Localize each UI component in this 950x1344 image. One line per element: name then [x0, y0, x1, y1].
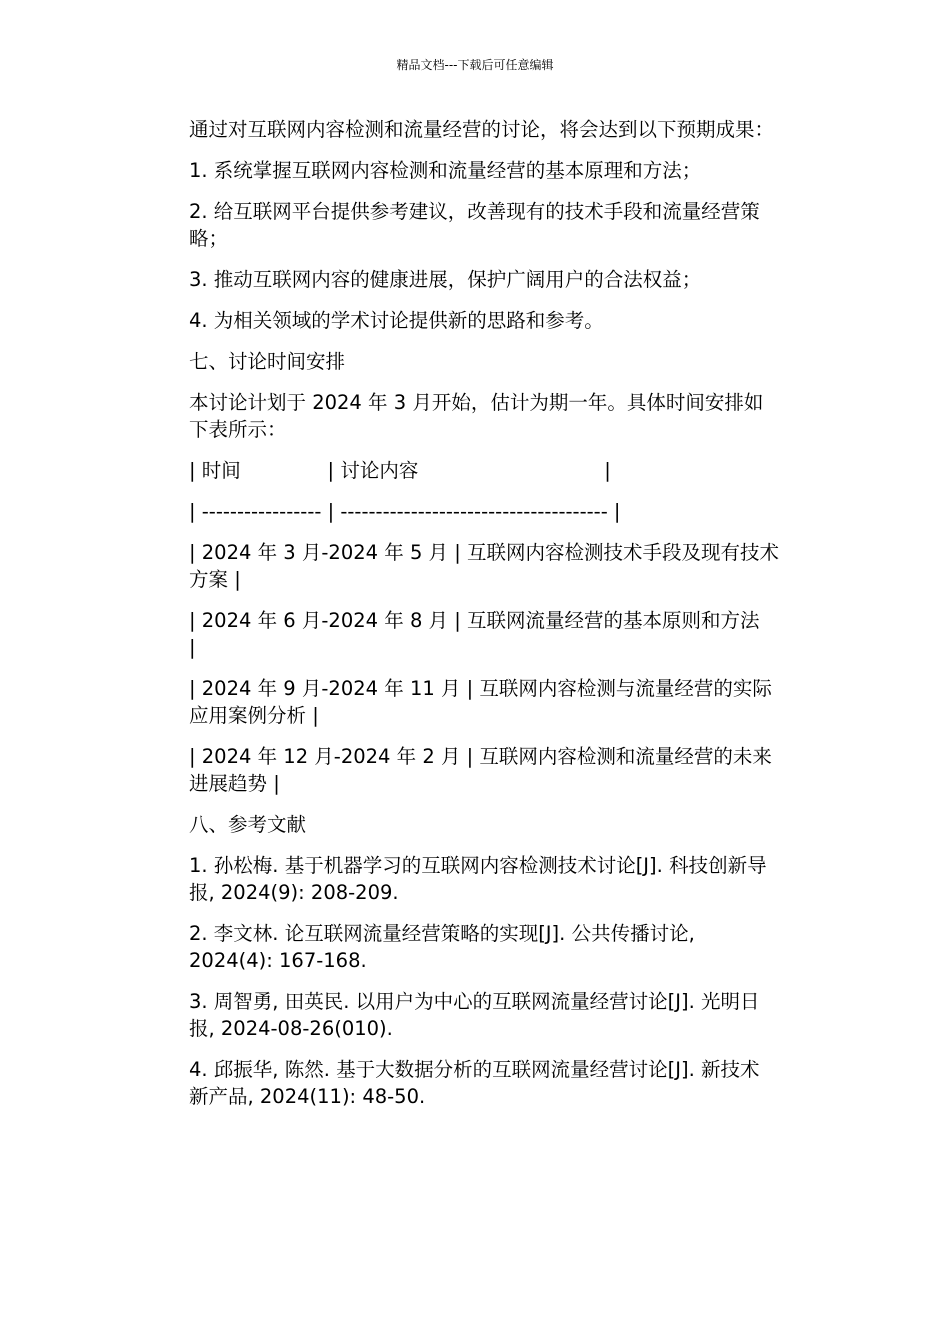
reference-item: 1. 孙松梅. 基于机器学习的互联网内容检测技术讨论[J]. 科技创新导 报, 2024(9): 208-209. — [189, 854, 767, 904]
table-separator-row: | ----------------- | -------------------------------------- | — [189, 500, 621, 523]
reference-item: 3. 周智勇, 田英民. 以用户为中心的互联网流量经营讨论[J]. 光明日 报, 2024-08-26(010). — [189, 990, 760, 1040]
section-heading-schedule: 七、讨论时间安排 — [189, 350, 346, 373]
page-header: 精品文档---下载后可任意编辑 — [396, 58, 554, 72]
table-row: | 2024 年 12 月-2024 年 2 月 | 互联网内容检测和流量经营的未来 进展趋势 | — [189, 745, 772, 795]
paragraph-result-2: 2. 给互联网平台提供参考建议，改善现有的技术手段和流量经营策 略； — [189, 200, 760, 250]
paragraph-result-1: 1. 系统掌握互联网内容检测和流量经营的基本原理和方法； — [189, 159, 702, 182]
section-heading-references: 八、参考文献 — [189, 813, 307, 836]
paragraph-expected-results-intro: 通过对互联网内容检测和流量经营的讨论，将会达到以下预期成果： — [189, 118, 775, 141]
table-row: | 2024 年 6 月-2024 年 8 月 | 互联网流量经营的基本原则和方法 | — [189, 609, 760, 659]
table-row: | 2024 年 3 月-2024 年 5 月 | 互联网内容检测技术手段及现有技术 方案 | — [189, 541, 780, 591]
document-body — [144, 116, 806, 1124]
table-header-row: | 时间 | 讨论内容 | — [189, 459, 611, 482]
reference-item: 4. 邱振华, 陈然. 基于大数据分析的互联网流量经营讨论[J]. 新技术 新产品, 2024(11): 48-50. — [189, 1058, 760, 1108]
paragraph-result-3: 3. 推动互联网内容的健康进展，保护广阔用户的合法权益； — [189, 268, 702, 291]
reference-item: 2. 李文林. 论互联网流量经营策略的实现[J]. 公共传播讨论, 2024(4): 167-168. — [189, 922, 695, 972]
table-row: | 2024 年 9 月-2024 年 11 月 | 互联网内容检测与流量经营的实际 应用案例分析 | — [189, 677, 772, 727]
paragraph-result-4: 4. 为相关领域的学术讨论提供新的思路和参考。 — [189, 309, 604, 332]
paragraph-schedule-intro: 本讨论计划于 2024 年 3 月开始，估计为期一年。具体时间安排如 下表所示： — [189, 391, 764, 441]
